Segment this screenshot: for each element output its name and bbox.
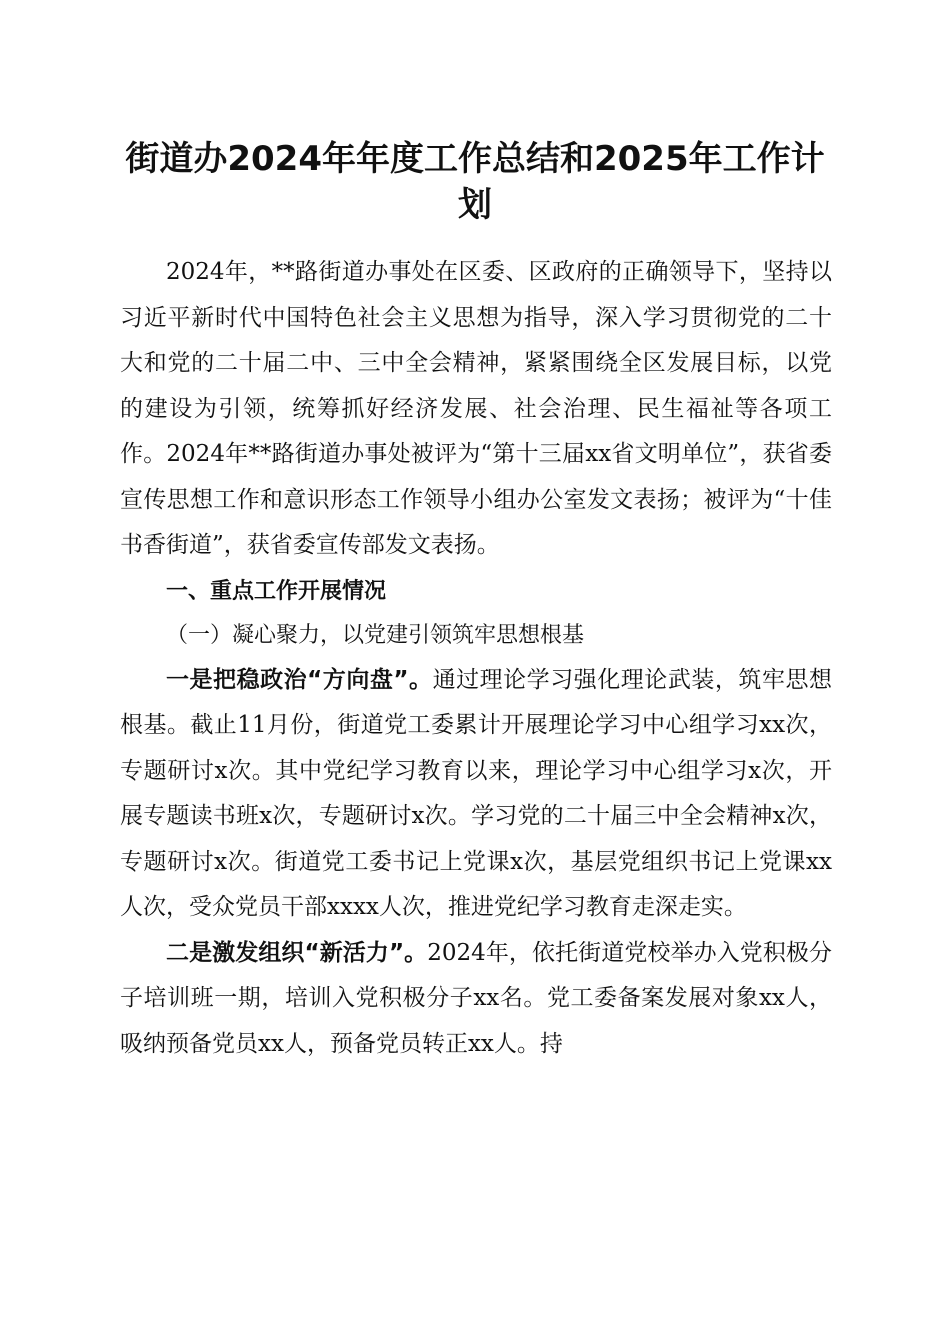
paragraph-1-lead: 一是把稳政治“方向盘”。: [166, 666, 433, 693]
document-body: [120, 250, 832, 1067]
paragraph-1: [120, 658, 832, 931]
intro-paragraph: 2024年，**路街道办事处在区委、区政府的正确领导下，坚持以习近平新时代中国特色社会主义思想为指导，深入学习贯彻党的二十大和党的二十届二中、三中全会精神，紧紧围绕全区发展目标，以党的建设为引领，统筹抓好经济发展、社会治理、民生福祉等各项工作。2024年**路街道办事处被评为“第十三届xx省文明单位”，获省委宣传思想工作和意识形态工作领导小组办公室发文表扬；被评为“十佳书香街道”，获省委宣传部发文表扬。: [120, 259, 832, 558]
paragraph-2-body: 2024年，依托街道党校举办入党积极分子培训班一期，培训入党积极分子xx名。党工委备案发展对象xx人，吸纳预备党员xx人，预备党员转正xx人。持: [120, 939, 832, 1057]
paragraph-2: [120, 931, 832, 1068]
document-title: 街道办2024年年度工作总结和2025年工作计划: [125, 139, 825, 225]
section-heading: 一、重点工作开展情况: [166, 578, 387, 604]
paragraph-1-body: 通过理论学习强化理论武装，筑牢思想根基。截止11月份，街道党工委累计开展理论学习中心组学习xx次，专题研讨x次。其中党纪学习教育以来，理论学习中心组学习x次，开展专题读书班x次，专题研讨x次。学习党的二十届三中全会精神x次，专题研讨x次。街道党工委书记上党课x次，基层党组织书记上党课xx人次，受众党员干部xxxx人次，推进党纪学习教育走深走实。: [120, 666, 832, 920]
paragraph-2-lead: 二是激发组织“新活力”。: [166, 939, 428, 966]
subsection-heading: （一）凝心聚力，以党建引领筑牢思想根基: [166, 622, 585, 648]
